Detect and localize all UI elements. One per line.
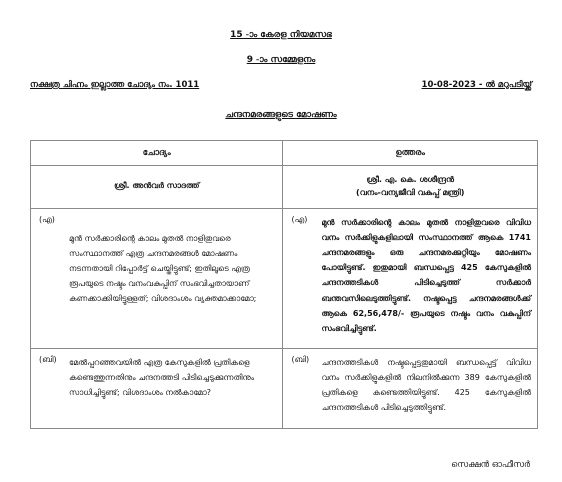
question-text-a: മുൻ സർക്കാരിന്റെ കാലം മുതൽ നാളിതുവരെ സംസ്ഥാനത്ത് എത്ര ചന്ദനമരങ്ങൾ മോഷണം നടന്നതായി റിപ്പോർട്ട് ചെയ്തിട്ടുണ്ട്; ഇതിലൂടെ എത്ര രൂപയുടെ നഷ്ടം വനംവകുപ്പിന് സംഭവിച്ചതായാണ് കണക്കാക്കിയിട്ടുള്ളത്; വിശദാംശം വ്യക്തമാക്കാമോ; bbox=[69, 233, 257, 304]
minister-name: ശ്രീ. എ. കെ. ശശീന്ദ്രൻ bbox=[366, 175, 454, 184]
question-header: ചോദ്യം bbox=[31, 141, 283, 166]
answer-cell-b bbox=[283, 348, 538, 428]
subject-title: ചന്ദനമരങ്ങളുടെ മോഷണം bbox=[225, 110, 337, 120]
table-header-row bbox=[31, 141, 538, 166]
answer-cell-a bbox=[283, 208, 538, 348]
question-text-b: മേൽപ്പറഞ്ഞവയിൽ എത്ര കേസുകളിൽ പ്രതികളെ കണ്ടെത്തുന്നതിനും ചന്ദനത്തടി പിടിച്ചെടുക്കുന്നതിനും സാധിച്ചിട്ടുണ്ട്; വിശദാംശം നൽകാമോ? bbox=[69, 357, 255, 397]
session-title: 9 -ാം സമ്മേളനം bbox=[246, 55, 316, 65]
questioner-label: ശ്രീ. അൻവർ സാദത്ത് bbox=[114, 181, 200, 191]
section-officer-signature: സെക്ഷൻ ഓഫീസർ bbox=[451, 460, 530, 470]
qa-table bbox=[30, 140, 538, 429]
questioner-name bbox=[31, 166, 283, 209]
question-cell-b bbox=[31, 348, 283, 428]
answer-label-a: (എ) bbox=[291, 214, 308, 224]
answer-label-b: (ബി) bbox=[291, 354, 310, 364]
question-label-b: (ബി) bbox=[39, 354, 57, 364]
minister-cell bbox=[283, 166, 538, 209]
table-row bbox=[31, 208, 538, 348]
assembly-title: 15 -ാം കേരള നിയമസഭ bbox=[230, 30, 332, 40]
answer-date: 10-08-2023 - ൽ മറുപടിയ്ക്ക് bbox=[421, 80, 532, 90]
minister-department: (വനം-വന്യജീവി വകുപ്പ് മന്ത്രി) bbox=[356, 187, 465, 197]
table-row bbox=[31, 348, 538, 428]
names-row bbox=[31, 166, 538, 209]
question-number: നക്ഷത്ര ചിഹ്നം ഇല്ലാത്ത ചോദ്യം നം. 1011 bbox=[30, 80, 200, 90]
answer-text-b: ചന്ദനത്തടികൾ നഷ്ടപ്പെട്ടതുമായി ബന്ധപ്പെട്ട് വിവിധ വനം സർക്കിളുകളിൽ നിലനിൽക്കുന്ന 389 കേസുകളിൽ പ്രതികളെ കണ്ടെത്തിയിട്ടുണ്ട്. 425 കേസുകളിൽ ചന്ദനത്തടികൾ പിടിച്ചെടുത്തിട്ടുണ്ട്. bbox=[321, 357, 531, 413]
answer-text-a: മുൻ സർക്കാരിന്റെ കാലം മുതൽ നാളിതുവരെ വിവിധ വനം സർക്കിളുകളിലായി സംസ്ഥാനത്ത് ആകെ 1741 ചന്ദനമരങ്ങളും ഒരു ചന്ദനമരക്കുറ്റിയും മോഷണം പോയിട്ടുണ്ട്. ഇതുമായി ബന്ധപ്പെട്ട 425 കേസുകളിൽ ചന്ദനത്തടികൾ പിടിച്ചെടുത്ത് സർക്കാർ ബന്തവസിലെടുത്തിട്ടുണ്ട്. നഷ്ടപ്പെട്ട ചന്ദനമരങ്ങൾക്ക് ആകെ 62,56,478/- രൂപയുടെ നഷ്ടം വനം വകുപ്പിന് സംഭവിച്ചിട്ടുണ്ട്. bbox=[321, 217, 531, 333]
question-label-a: (എ) bbox=[39, 214, 55, 224]
question-cell-a bbox=[31, 208, 283, 348]
answer-header: ഉത്തരം bbox=[283, 141, 538, 166]
